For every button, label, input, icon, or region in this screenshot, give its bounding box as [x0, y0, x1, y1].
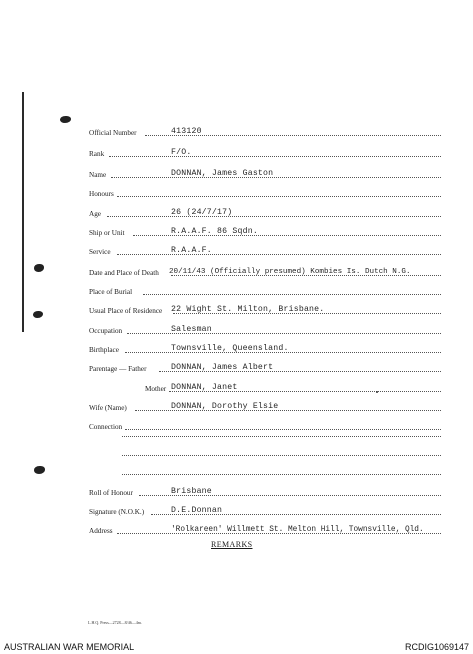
birthplace-value: Townsville, Queensland.	[171, 344, 289, 353]
roll-of-honour-label: Roll of Honour	[89, 489, 133, 497]
connection-line	[122, 455, 441, 456]
punch-hole-mark	[60, 116, 71, 123]
official-number-label: Official Number	[89, 129, 137, 137]
age-row	[89, 205, 441, 219]
service-value: R.A.A.F.	[171, 246, 212, 255]
date-place-death-label: Date and Place of Death	[89, 269, 159, 277]
rank-label: Rank	[89, 150, 105, 158]
connection-label: Connection	[89, 423, 123, 431]
footer-record-id: RCDIG1069147	[404, 642, 469, 652]
connection-line	[122, 474, 441, 475]
father-label: Parentage — Father	[89, 365, 147, 373]
signature-label: Signature (N.O.K.)	[89, 508, 145, 516]
mother-value: DONNAN, Janet	[171, 383, 238, 392]
punch-hole-mark	[34, 466, 45, 474]
place-burial-label: Place of Burial	[89, 288, 133, 296]
address-label: Address	[89, 527, 113, 535]
usual-residence-label: Usual Place of Residence	[89, 307, 163, 315]
name-value: DONNAN, James Gaston	[171, 169, 274, 178]
place-burial-row	[89, 283, 441, 297]
rank-value: F/O.	[171, 148, 192, 157]
occupation-value: Salesman	[171, 325, 212, 334]
signature-row	[89, 503, 441, 517]
address-row	[89, 522, 441, 536]
birthplace-label: Birthplace	[89, 346, 119, 354]
pen-mark	[376, 391, 378, 393]
signature-value: D.E.Donnan	[171, 506, 223, 515]
honours-label: Honours	[89, 190, 114, 198]
wife-label: Wife (Name)	[89, 404, 127, 412]
remarks-heading: REMARKS	[211, 540, 253, 549]
ship-or-unit-value: R.A.A.F. 86 Sqdn.	[171, 227, 258, 236]
wife-row	[89, 399, 441, 413]
usual-residence-row	[89, 302, 441, 316]
date-place-death-row	[89, 264, 441, 278]
address-value: 'Rolkareen' Willmett St. Melton Hill, Townsville, Qld.	[171, 526, 424, 534]
footer-institution: AUSTRALIAN WAR MEMORIAL	[4, 642, 135, 652]
service-row	[89, 243, 441, 257]
official-number-value: 413120	[171, 127, 202, 136]
birthplace-row	[89, 341, 441, 355]
binder-line	[22, 92, 24, 332]
honours-row	[89, 185, 441, 199]
rank-row	[89, 145, 441, 159]
wife-value: DONNAN, Dorothy Elsie	[171, 402, 279, 411]
punch-hole-mark	[33, 311, 43, 318]
name-row	[89, 166, 441, 180]
ship-or-unit-label: Ship or Unit	[89, 229, 125, 237]
age-value: 26 (24/7/17)	[171, 208, 233, 217]
father-value: DONNAN, James Albert	[171, 363, 274, 372]
official-number-row	[89, 124, 441, 138]
service-label: Service	[89, 248, 111, 256]
occupation-label: Occupation	[89, 327, 123, 335]
father-row	[89, 360, 441, 374]
occupation-row	[89, 322, 441, 336]
archive-footer	[0, 640, 473, 654]
mother-row	[89, 380, 441, 394]
punch-hole-mark	[34, 264, 44, 272]
printer-imprint: L.H.Q. Press—2728—8/46—4m.	[88, 620, 142, 625]
date-place-death-value: 20/11/43 (Officially presumed) Kombies Is. Dutch N.G.	[169, 268, 411, 276]
connection-line	[122, 436, 441, 437]
mother-label: Mother	[145, 385, 167, 393]
usual-residence-value: 22 Wight St. Milton, Brisbane.	[171, 305, 325, 314]
roll-of-honour-row	[89, 484, 441, 498]
ship-or-unit-row	[89, 224, 441, 238]
age-label: Age	[89, 210, 101, 218]
roll-of-honour-value: Brisbane	[171, 487, 212, 496]
connection-row	[89, 418, 441, 432]
name-label: Name	[89, 171, 107, 179]
